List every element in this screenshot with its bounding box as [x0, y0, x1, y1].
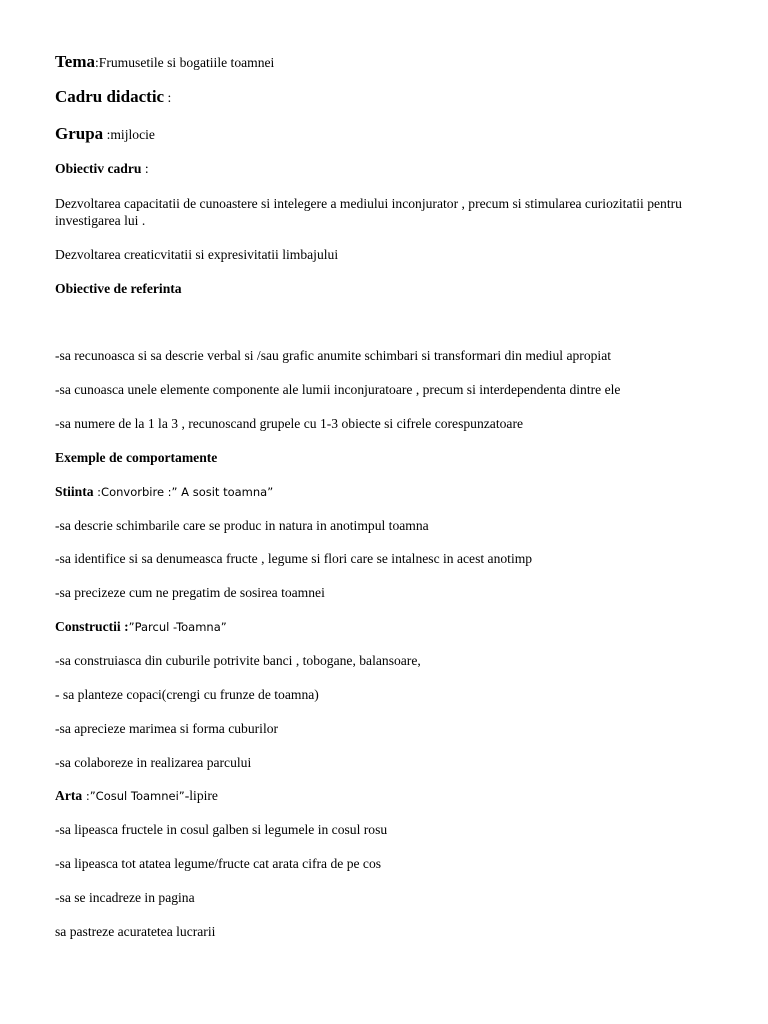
stiinta-item-3: -sa precizeze cum ne pregatim de sosirea toamnei — [55, 585, 325, 600]
stiinta-item-1: -sa descrie schimbarile care se produc in natura in anotimpul toamna — [55, 518, 429, 533]
arta-line — [55, 787, 218, 805]
constructii-item-1: -sa construiasca din cuburile potrivite banci , tobogane, balansoare, — [55, 653, 421, 668]
grupa-line — [55, 125, 155, 143]
referinta-item-3: -sa numere de la 1 la 3 , recunoscand grupele cu 1-3 obiecte si cifrele corespunzatoare — [55, 416, 524, 431]
cadru-value: : — [164, 90, 172, 105]
constructii-item-2: - sa planteze copaci(crengi cu frunze de toamna) — [55, 687, 319, 702]
tema-label: Tema — [55, 52, 95, 71]
constructii-line — [55, 618, 227, 636]
arta-item-4: sa pastreze acuratetea lucrarii — [55, 924, 216, 939]
arta-value-suffix: -lipire — [184, 788, 218, 803]
obiectiv-cadru-heading — [55, 160, 149, 177]
obiective-referinta-heading: Obiective de referinta — [55, 281, 182, 296]
tema-line — [55, 53, 274, 71]
constructii-item-4: -sa colaboreze in realizarea parcului — [55, 755, 252, 770]
grupa-value: :mijlocie — [103, 127, 155, 142]
obiectiv-cadru-paragraph-2: Dezvoltarea creaticvitatii si expresivitatii limbajului — [55, 247, 339, 262]
stiinta-value: :Convorbire :” A sosit toamna” — [93, 485, 274, 499]
constructii-item-3: -sa aprecieze marimea si forma cuburilor — [55, 721, 279, 736]
arta-item-2: -sa lipeasca tot atatea legume/fructe cat arata cifra de pe cos — [55, 856, 382, 871]
referinta-item-2: -sa cunoasca unele elemente componente ale lumii inconjuratoare , precum si interdependenta dintre ele — [55, 382, 621, 397]
cadru-label: Cadru didactic — [55, 87, 165, 106]
referinta-item-1: -sa recunoasca si sa descrie verbal si /sau grafic anumite schimbari si transformari din mediul apropiat — [55, 348, 612, 363]
constructii-label: Constructii : — [55, 619, 129, 634]
arta-value: :”Cosul Toamnei” — [82, 789, 185, 803]
arta-label: Arta — [55, 788, 83, 803]
obiectiv-cadru-suffix: : — [141, 161, 149, 176]
obiectiv-cadru-paragraph-1: Dezvoltarea capacitatii de cunoastere si intelegere a mediului inconjurator , precum si stimularea curiozitatii pentru investigarea lui . — [55, 196, 682, 228]
grupa-label: Grupa — [55, 124, 104, 143]
constructii-value: ”Parcul -Toamna” — [128, 620, 227, 634]
stiinta-item-2: -sa identifice si sa denumeasca fructe , legume si flori care se intalnesc in acest anotimp — [55, 551, 533, 566]
cadru-line — [55, 88, 171, 106]
exemple-heading: Exemple de comportamente — [55, 450, 218, 465]
stiinta-label: Stiinta — [55, 484, 94, 499]
arta-item-1: -sa lipeasca fructele in cosul galben si legumele in cosul rosu — [55, 822, 388, 837]
arta-item-3: -sa se incadreze in pagina — [55, 890, 195, 905]
tema-value: :Frumusetile si bogatiile toamnei — [95, 55, 275, 70]
obiectiv-cadru-title: Obiectiv cadru — [55, 161, 142, 176]
stiinta-line — [55, 483, 273, 501]
